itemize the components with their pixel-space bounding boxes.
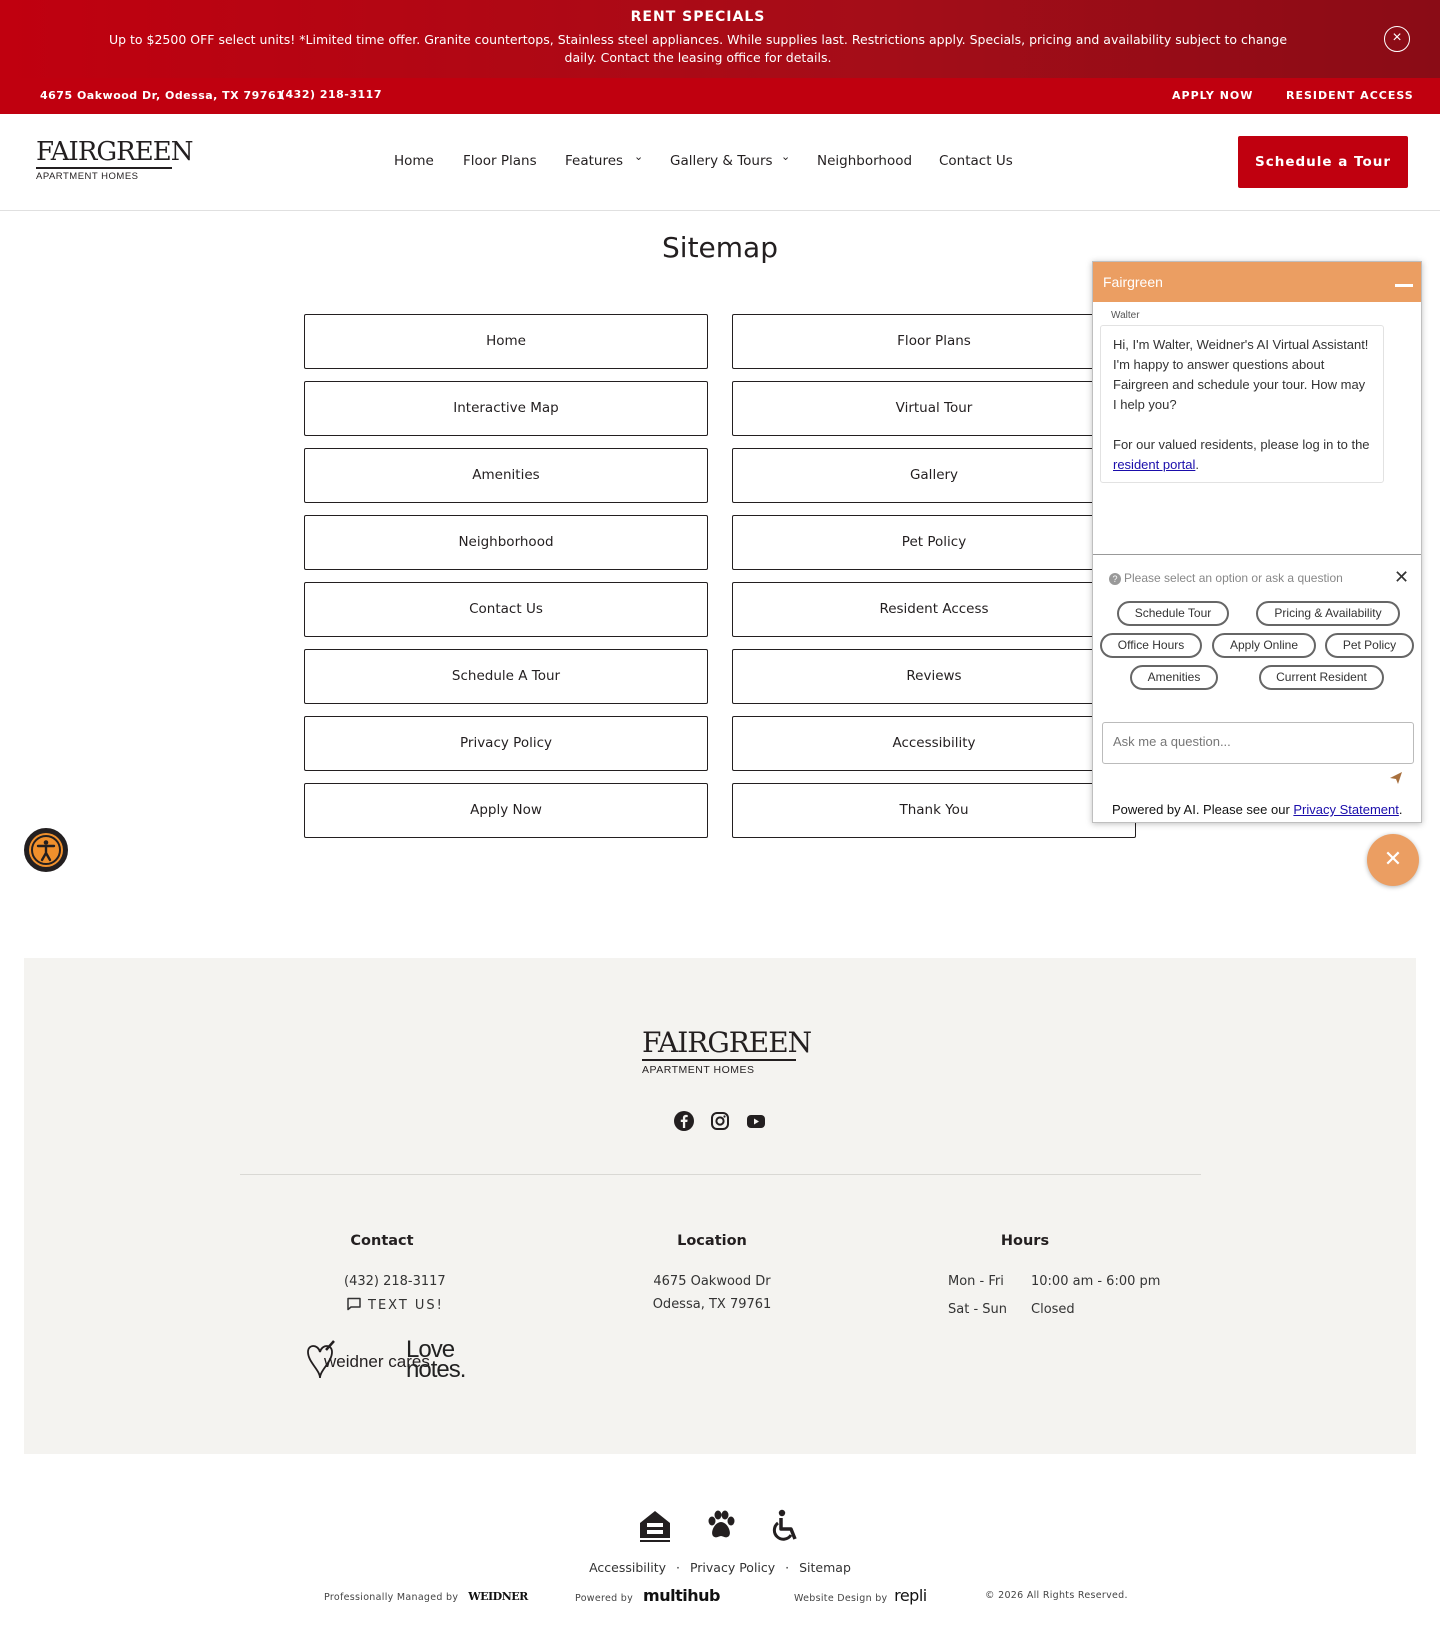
minimize-icon[interactable] — [1395, 284, 1413, 287]
chat-hint: ? Please select an option or ask a question — [1109, 571, 1343, 585]
chat-window — [1092, 261, 1422, 823]
footer-address-line1: 4675 Oakwood Dr — [653, 1274, 771, 1289]
help-icon: ? — [1109, 573, 1121, 585]
weidner-logo: WEIDNER — [468, 1590, 528, 1603]
chip-pricing-availability[interactable]: Pricing & Availability — [1256, 601, 1400, 626]
nav-contact-us[interactable]: Contact Us — [939, 153, 1013, 169]
chat-agent-name: Walter — [1111, 310, 1140, 321]
sitemap-link-reviews[interactable]: Reviews — [732, 649, 1136, 704]
chevron-down-icon[interactable]: ⌄ — [634, 150, 644, 163]
sitemap-link-thank-you[interactable]: Thank You — [732, 783, 1136, 838]
hours-time: Closed — [1031, 1302, 1075, 1317]
resident-portal-link[interactable]: resident portal — [1113, 457, 1196, 472]
chat-message-resident: For our valued residents, please log in to the resident portal. — [1113, 437, 1370, 472]
accessibility-icon — [29, 833, 63, 867]
site-logo[interactable] — [36, 137, 193, 188]
sitemap-link-home[interactable]: Home — [304, 314, 708, 369]
logo-wordmark: FAIRGREEN — [642, 1026, 812, 1059]
privacy-statement-link[interactable]: Privacy Statement — [1293, 802, 1399, 817]
love-notes-logo[interactable]: Love notes. — [406, 1336, 466, 1383]
nav-floor-plans[interactable]: Floor Plans — [463, 153, 537, 169]
footer-contact-title: Contact — [350, 1233, 414, 1249]
bottom-link-accessibility[interactable]: Accessibility — [589, 1560, 667, 1575]
powered-by[interactable]: Powered by multihub — [575, 1586, 720, 1605]
nav-features[interactable]: Features — [565, 153, 624, 169]
nav-gallery-tours[interactable]: Gallery & Tours — [670, 153, 773, 169]
chat-message — [1100, 325, 1384, 483]
site-footer — [24, 958, 1416, 1454]
logo-subtitle: APARTMENT HOMES — [642, 1063, 755, 1076]
footer-location-title: Location — [677, 1233, 747, 1249]
repli-logo: repli — [894, 1586, 927, 1605]
logo-subtitle: APARTMENT HOMES — [36, 170, 139, 182]
hours-time: 10:00 am - 6:00 pm — [1031, 1274, 1161, 1289]
managed-by[interactable]: Professionally Managed by WEIDNER — [324, 1590, 528, 1603]
promo-text: Up to $2500 OFF select units! *Limited time offer. Granite countertops, Stainless steel appliances. While supplies last. Restrictions apply. Specials, pricing and availability subject to change daily. Contact the leasing office for details. — [108, 32, 1288, 65]
chip-office-hours[interactable]: Office Hours — [1100, 633, 1202, 658]
close-icon[interactable]: ✕ — [1394, 567, 1410, 587]
footer-logo[interactable] — [642, 1026, 812, 1084]
chevron-down-icon[interactable]: ⌄ — [781, 150, 791, 163]
wheelchair-icon — [767, 1508, 803, 1544]
sitemap-link-floor-plans[interactable]: Floor Plans — [732, 314, 1136, 369]
youtube-icon[interactable] — [745, 1110, 767, 1132]
footer-phone-link[interactable]: (432) 218-3117 — [344, 1274, 446, 1289]
nav-neighborhood[interactable]: Neighborhood — [817, 153, 913, 169]
design-by[interactable]: Website Design by repli — [794, 1586, 927, 1605]
sitemap-link-gallery[interactable]: Gallery — [732, 448, 1136, 503]
sitemap-link-accessibility[interactable]: Accessibility — [732, 716, 1136, 771]
hours-days: Mon - Fri — [948, 1274, 1004, 1289]
site-header — [0, 114, 1440, 211]
sitemap-link-virtual-tour[interactable]: Virtual Tour — [732, 381, 1136, 436]
sitemap-link-apply-now[interactable]: Apply Now — [304, 783, 708, 838]
chat-input[interactable]: Ask me a question... — [1102, 722, 1414, 764]
chat-title: Fairgreen — [1103, 274, 1163, 290]
bottom-link-privacy-policy[interactable]: Privacy Policy — [689, 1560, 776, 1575]
svg-text:weidner cares: weidner cares — [324, 1352, 430, 1371]
logo-wordmark: FAIRGREEN — [36, 137, 193, 167]
chip-apply-online[interactable]: Apply Online — [1212, 633, 1316, 658]
close-icon[interactable]: × — [1384, 26, 1410, 52]
promo-title: RENT SPECIALS — [630, 9, 766, 25]
copyright: © 2026 All Rights Reserved. — [985, 1590, 1128, 1601]
facebook-icon[interactable] — [673, 1110, 695, 1132]
bottom-link-sitemap[interactable]: Sitemap — [799, 1560, 851, 1575]
sitemap-link-privacy-policy[interactable]: Privacy Policy — [304, 716, 708, 771]
chip-schedule-tour[interactable]: Schedule Tour — [1117, 601, 1229, 626]
nav-home[interactable]: Home — [394, 153, 434, 169]
equal-housing-icon — [637, 1508, 673, 1544]
sitemap-link-interactive-map[interactable]: Interactive Map — [304, 381, 708, 436]
message-icon — [346, 1297, 362, 1311]
paw-icon — [703, 1508, 739, 1544]
send-icon[interactable] — [1389, 771, 1403, 785]
chat-message-text: Hi, I'm Walter, Weidner's AI Virtual Assistant! I'm happy to answer questions about Fairgreen and schedule your tour. How may I help you? — [1113, 337, 1369, 412]
footer-address-line2: Odessa, TX 79761 — [652, 1297, 772, 1312]
sitemap-link-contact-us[interactable]: Contact Us — [304, 582, 708, 637]
instagram-icon[interactable] — [709, 1110, 731, 1132]
sitemap-link-amenities[interactable]: Amenities — [304, 448, 708, 503]
schedule-tour-button[interactable]: Schedule a Tour — [1238, 136, 1408, 188]
phone-link[interactable]: (432) 218-3117 — [280, 88, 382, 101]
apply-now-link[interactable]: APPLY NOW — [1172, 89, 1254, 102]
chip-pet-policy[interactable]: Pet Policy — [1325, 633, 1414, 658]
hours-days: Sat - Sun — [948, 1302, 1008, 1317]
sitemap-link-pet-policy[interactable]: Pet Policy — [732, 515, 1136, 570]
bottom-links: Accessibility · Privacy Policy · Sitemap — [589, 1560, 851, 1575]
sitemap-link-resident-access[interactable]: Resident Access — [732, 582, 1136, 637]
chat-disclaimer: Powered by AI. Please see our Privacy Statement. — [1112, 802, 1403, 817]
accessibility-widget-button[interactable] — [24, 828, 68, 872]
rent-specials-banner — [0, 0, 1440, 78]
sitemap-link-schedule-tour[interactable]: Schedule A Tour — [304, 649, 708, 704]
footer-hours-title: Hours — [1000, 1233, 1050, 1249]
chat-toggle-button[interactable]: ✕ — [1367, 834, 1419, 886]
chip-current-resident[interactable]: Current Resident — [1259, 665, 1384, 690]
chat-header — [1093, 262, 1421, 302]
address-link[interactable]: 4675 Oakwood Dr, Odessa, TX 79761 — [40, 89, 285, 102]
chip-amenities[interactable]: Amenities — [1130, 665, 1218, 690]
top-utility-bar — [0, 78, 1440, 114]
page-title: Sitemap — [662, 231, 778, 264]
resident-access-link[interactable]: RESIDENT ACCESS — [1286, 89, 1414, 102]
text-us-link[interactable]: TEXT US! — [346, 1297, 444, 1313]
weidner-cares-logo[interactable] — [304, 1340, 430, 1384]
multihub-logo: multihub — [643, 1586, 720, 1605]
sitemap-link-neighborhood[interactable]: Neighborhood — [304, 515, 708, 570]
